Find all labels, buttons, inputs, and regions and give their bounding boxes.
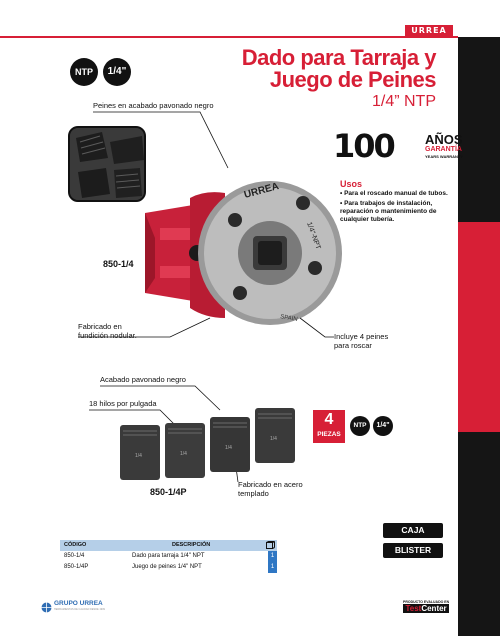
right-sidebar	[458, 37, 500, 636]
title-line-2: Juego de Peines	[269, 67, 436, 92]
warranty-text: YEARS WARRANTY	[425, 154, 464, 159]
row-desc: Dado para tarraja 1/4" NPT	[132, 553, 205, 559]
ntp-badge: NTP	[70, 58, 98, 86]
usos-heading: Usos	[340, 179, 363, 189]
guarantee-text: GARANTÍA	[425, 146, 462, 153]
row-code: 850-1/4	[64, 553, 85, 559]
globe-icon	[41, 602, 52, 613]
table-header	[60, 540, 277, 551]
anniversary-word: AÑOS	[425, 132, 463, 147]
qty-column	[268, 551, 277, 573]
chaser-mark: 1/4	[270, 436, 277, 442]
testcenter-test: Test	[405, 604, 422, 613]
size-badge: 1/4"	[103, 58, 131, 86]
testcenter-logo	[403, 600, 449, 613]
page-subtitle: 1/4” NTP	[371, 93, 436, 110]
model-die-label: 850-1/4	[103, 259, 134, 269]
row-qty: 1	[270, 553, 275, 559]
callout-pavonado: Peines en acabado pavonado negro	[93, 101, 214, 110]
box-icon	[266, 541, 275, 551]
pieces-label: PIEZAS	[317, 431, 341, 438]
testcenter-center: Center	[421, 604, 447, 613]
row-desc: Juego de peines 1/4" NPT	[132, 564, 202, 570]
chaser-mark: 1/4	[225, 445, 232, 451]
callout-hilos: 18 hilos por pulgada	[89, 399, 157, 408]
chaser-mark: 1/4	[180, 451, 187, 457]
usos-item: • Para trabajos de instalación, reparación o mantenimiento de cualquier tubería.	[340, 200, 437, 223]
testcenter-mark	[403, 604, 449, 613]
chaser-mark: 1/4	[135, 453, 142, 459]
model-chasers-label: 850-1/4P	[150, 487, 187, 497]
die-brand-mark: URREA	[242, 181, 281, 201]
size-badge-small: 1/4"	[373, 416, 393, 436]
caja-label: CAJA	[383, 523, 443, 538]
blister-label: BLISTER	[383, 543, 443, 558]
usos-item: • Para el roscado manual de tubos.	[340, 190, 448, 197]
desc-header: DESCRIPCIÓN	[172, 542, 211, 548]
callout-fundicion: Fabricado en fundición nodular.	[78, 322, 137, 340]
code-header: CÓDIGO	[64, 542, 87, 548]
pieces-count: 4	[324, 411, 334, 428]
table-row	[60, 551, 277, 562]
row-qty: 1	[270, 564, 275, 570]
die-origin-mark: SPAIN	[279, 314, 298, 324]
callout-acero: Fabricado en acero templado	[238, 480, 303, 498]
product-table	[60, 540, 277, 573]
evaluated-text: PRODUCTO EVALUADO EN	[403, 600, 450, 604]
die-size-mark: 1/4"-NPT	[305, 221, 322, 251]
row-code: 850-1/4P	[64, 564, 89, 570]
group-tagline: HERRAMIENTAS DE CALIDAD DESDE 1909	[54, 608, 105, 611]
title-line-1: Dado para Tarraja y	[241, 45, 436, 70]
pieces-badge	[313, 410, 345, 443]
group-name: GRUPO URREA	[54, 600, 103, 607]
callout-incluye: Incluye 4 peines para roscar	[334, 332, 389, 350]
anniversary-number: 100	[333, 127, 394, 165]
brand-logo: URREA	[405, 25, 453, 36]
table-row	[60, 562, 277, 573]
sidebar-red-segment	[458, 222, 500, 432]
chasers-illustration	[115, 405, 305, 485]
grupo-urrea-logo	[41, 600, 105, 618]
ntp-badge-small: NTP	[350, 416, 370, 436]
callout-acabado: Acabado pavonado negro	[100, 375, 186, 384]
